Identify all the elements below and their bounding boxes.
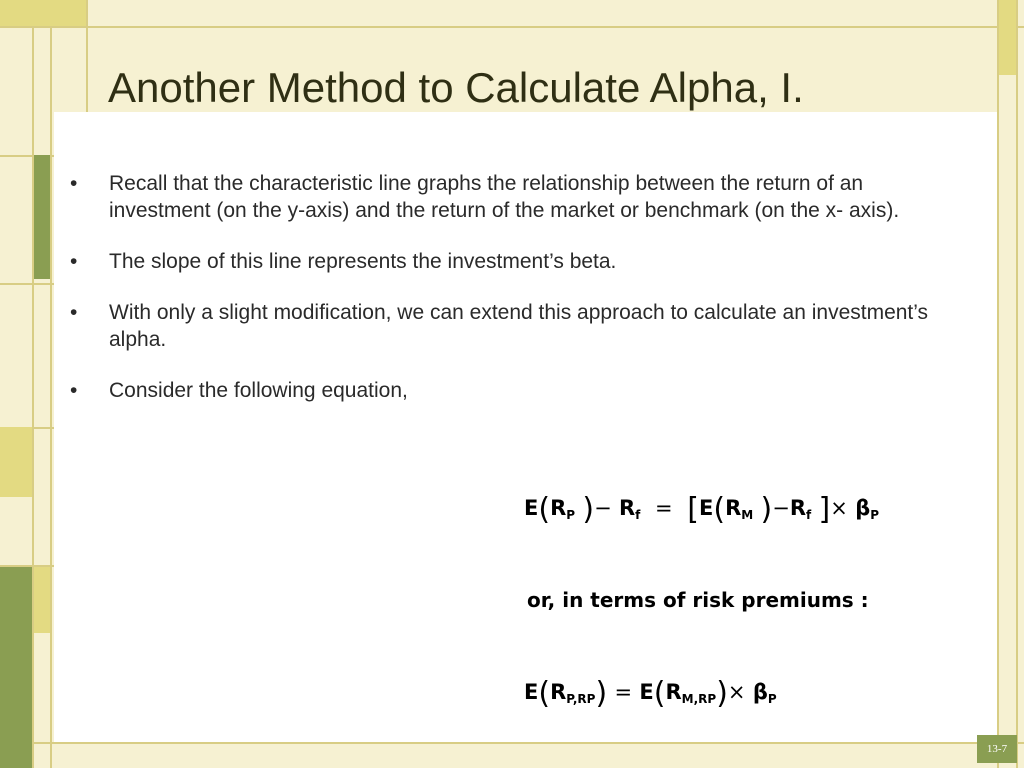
bullet-item [70,248,970,275]
eq-operator: × [727,680,746,704]
equation-expected-excess-return [524,492,879,527]
bullet-text: Recall that the characteristic line graphs the relationship between the return of an investment (on the y-axis) and the return of the market or benchmark (on the x- axis). [109,172,900,222]
eq-operator: × [830,496,848,520]
frame-line [0,26,1024,28]
frame-line [86,0,88,112]
bullet-item [70,299,970,353]
frame-line [1016,0,1018,768]
eq-symbol: β [855,496,871,520]
eq-symbol: R [550,680,567,704]
bullet-marker: • [70,301,78,324]
eq-subscript: f [806,508,812,522]
eq-bracket: [ [687,492,699,527]
accent-block [999,0,1016,75]
frame-line [0,742,1024,744]
eq-symbol: E [524,680,539,704]
equation-label: or, in terms of risk premiums : [527,588,869,612]
accent-block [0,427,32,497]
eq-bracket: ] [818,492,831,527]
eq-subscript: P [767,692,777,706]
eq-paren: ) [716,676,728,711]
accent-block [34,567,50,633]
eq-symbol: E [524,496,539,520]
accent-block [0,567,32,768]
eq-operator: = [614,680,633,704]
eq-paren: ) [582,492,595,527]
eq-symbol: β [752,680,768,704]
eq-paren: ( [713,492,726,527]
eq-symbol: E [639,680,654,704]
bullet-text: With only a slight modification, we can extend this approach to calculate an investment’s alpha. [109,301,929,351]
slide-title: Another Method to Calculate Alpha, I. [108,64,804,111]
accent-block [34,155,50,279]
eq-paren: ) [595,676,608,711]
eq-symbol: R [789,496,806,520]
bullet-marker: • [70,172,78,195]
eq-operator: = [655,496,673,520]
accent-block [0,0,86,26]
eq-paren: ( [653,676,666,711]
equation-risk-premiums [524,676,777,711]
bullet-item [70,170,970,224]
eq-subscript: M [741,508,754,522]
bullet-text: Consider the following equation, [109,379,408,402]
eq-operator: − [772,496,790,520]
page-number-badge: 13-7 [977,735,1017,763]
eq-subscript: P [566,508,576,522]
eq-operator: − [594,496,612,520]
bullet-list [70,170,970,428]
frame-line [50,0,52,768]
bullet-text: The slope of this line represents the investment’s beta. [109,250,617,273]
eq-paren: ( [538,676,551,711]
eq-paren: ) [760,492,773,527]
bullet-marker: • [70,250,78,273]
eq-symbol: E [698,496,714,520]
eq-subscript: P,RP [566,692,596,706]
eq-paren: ( [538,492,551,527]
eq-subscript: P [870,508,880,522]
frame-line [0,283,54,285]
eq-symbol: R [619,496,636,520]
frame-line [997,0,999,768]
bullet-marker: • [70,379,78,402]
bullet-item [70,377,970,404]
eq-subscript: f [635,508,641,522]
frame-line [32,0,34,768]
eq-symbol: R [550,496,567,520]
eq-symbol: R [725,496,742,520]
eq-subscript: M,RP [681,692,717,706]
eq-symbol: R [665,680,682,704]
